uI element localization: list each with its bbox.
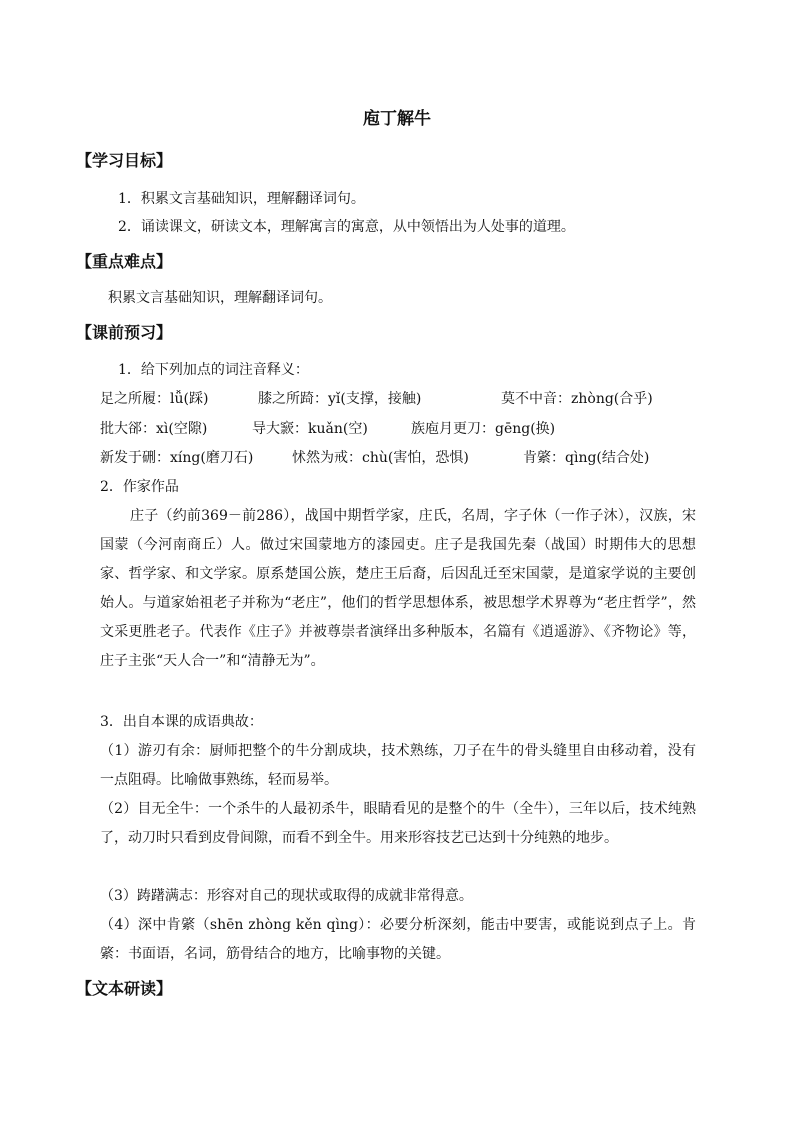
heading-preview: 【课前预习】 xyxy=(76,323,173,342)
heading-study-goals: 【学习目标】 xyxy=(76,151,173,170)
document-title: 庖丁解牛 xyxy=(363,109,431,129)
idiom-item-2: （2）目无全牛：一个杀牛的人最初杀牛，眼睛看见的是整个的牛（全牛），三年以后，技术纯熟了，动刀时只看到皮骨间隙，而看不到全牛。用来形容技艺已达到十分纯熟的地步。 xyxy=(100,801,696,846)
heading-key-points: 【重点难点】 xyxy=(76,252,173,271)
key-points-text: 积累文言基础知识，理解翻译词句。 xyxy=(108,290,332,306)
preview-q2-title: 2．作家作品 xyxy=(100,479,179,495)
preview-q1-title: 1．给下列加点的词注音释义： xyxy=(118,362,309,378)
vocab-item: 肯綮：qìng(结合处) xyxy=(523,450,650,466)
idiom-item-4: （4）深中肯綮（shēn zhòng kěn qìng）：必要分析深刻，能击中要害，或能说到点子上。肯綮：书面语，名词，筋骨结合的地方，比喻事物的关键。 xyxy=(100,917,696,962)
vocab-item: 足之所履：lǚ(踩) xyxy=(100,391,209,407)
preview-q3-title: 3．出自本课的成语典故： xyxy=(100,714,263,730)
vocab-item: 导大窾：kuǎn(空) xyxy=(252,421,368,437)
heading-text-reading: 【文本研读】 xyxy=(76,979,173,998)
author-paragraph: 庄子（约前369－前286），战国中期哲学家，庄氏，名周，字子休（一作子沐），汉族，宋国蒙（今河南商丘）人。做过宋国蒙地方的漆园吏。庄子是我国先秦（战国）时期伟大的思想家、哲学家、和文学家。原系楚国公族，楚庄王后裔，后因乱迁至宋国蒙，是道家学说的主要创始人。与道家始祖老子并称为“老庄”，他们的哲学思想体系，被思想学术界尊为“老庄哲学”，然文采更胜老子。代表作《庄子》并被尊崇者演绎出多种版本，名篇有《逍遥游》、《齐物论》等，庄子主张“天人合一”和“清静无为”。 xyxy=(100,508,696,669)
idiom-item-3: （3）踌躇满志：形容对自己的现状或取得的成就非常得意。 xyxy=(100,888,473,904)
vocab-item: 族庖月更刀：gēng(换) xyxy=(411,421,556,437)
vocab-item: 莫不中音：zhòng(合乎) xyxy=(501,391,653,407)
goal-item-1: 1．积累文言基础知识，理解翻译词句。 xyxy=(118,191,365,207)
vocab-item: 批大郤：xì(空隙) xyxy=(100,421,208,437)
vocab-item: 怵然为戒：chù(害怕，恐惧) xyxy=(292,450,469,466)
goal-item-2: 2．诵读课文，研读文本，理解寓言的寓意，从中领悟出为人处事的道理。 xyxy=(118,219,575,235)
vocab-item: 新发于硎：xíng(磨刀石) xyxy=(100,450,254,466)
vocab-item: 膝之所踦：yǐ(支撑，接触) xyxy=(258,391,422,407)
idiom-item-1: （1）游刃有余：厨师把整个的牛分割成块，技术熟练，刀子在牛的骨头缝里自由移动着，没有一点阻碍。比喻做事熟练，轻而易举。 xyxy=(100,743,696,788)
